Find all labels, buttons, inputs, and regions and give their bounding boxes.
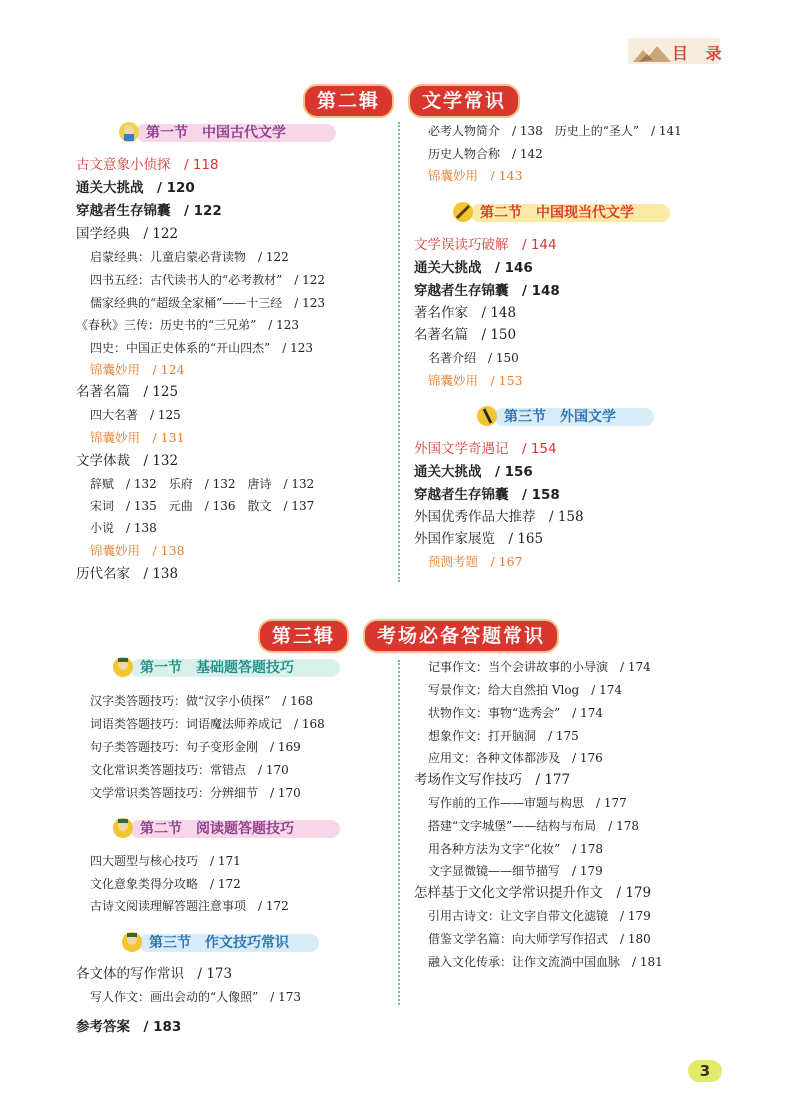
toc-entry[interactable]: 锦囊妙用 / 131: [90, 430, 185, 445]
part3-banner: [258, 619, 559, 653]
section-title: 第一节 基础题答题技巧: [140, 660, 294, 676]
toc-entry[interactable]: 启蒙经典：儿童启蒙必背读物 / 122: [90, 250, 289, 264]
pen-icon: [452, 200, 474, 224]
toc-entry[interactable]: 通关大挑战 / 146: [414, 260, 533, 276]
toc-entry[interactable]: 应用文：各种文体都涉及 / 176: [428, 751, 603, 765]
section-foreign-literature[interactable]: [476, 404, 656, 428]
toc-entry[interactable]: 锦囊妙用 / 138: [90, 543, 185, 558]
toc-entry[interactable]: 古诗文阅读理解答题注意事项 / 172: [90, 899, 289, 913]
page-number: 3: [688, 1060, 722, 1082]
toc-entry[interactable]: 融入文化传承：让作文流淌中国血脉 / 181: [428, 955, 663, 969]
toc-entry[interactable]: 预测考题 / 167: [428, 554, 523, 569]
toc-entry[interactable]: 《春秋》三传：历史书的“三兄弟” / 123: [76, 318, 300, 332]
scholar-icon: [118, 120, 140, 144]
toc-entry[interactable]: 名著名篇 / 125: [76, 384, 179, 400]
part2-banner: [303, 84, 520, 118]
toc-entry[interactable]: 外国文学奇遇记 / 154: [414, 441, 557, 457]
toc-entry[interactable]: 名著名篇 / 150: [414, 327, 517, 343]
toc-entry[interactable]: 穿越者生存锦囊 / 148: [414, 283, 560, 299]
toc-entry[interactable]: 文字显微镜——细节描写 / 179: [428, 864, 603, 878]
toc-entry[interactable]: 文化意象类得分攻略 / 172: [90, 877, 241, 891]
toc-entry[interactable]: 四书五经：古代读书人的“必考教材” / 122: [90, 273, 326, 287]
section-basic-questions[interactable]: [112, 655, 342, 679]
toc-entry[interactable]: 四大名著 / 125: [90, 408, 181, 422]
toc-entry[interactable]: 穿越者生存锦囊 / 122: [76, 203, 222, 219]
section-title: 第三节 外国文学: [504, 409, 616, 425]
toc-entry[interactable]: 搭建“文字城堡”——结构与布局 / 178: [428, 819, 640, 833]
toc-entry[interactable]: 四史：中国正史体系的“开山四杰” / 123: [90, 341, 314, 355]
toc-entry[interactable]: 用各种方法为文字“化妆” / 178: [428, 842, 604, 856]
toc-entry[interactable]: 通关大挑战 / 120: [76, 180, 195, 196]
toc-entry[interactable]: 写景作文：给大自然拍 Vlog / 174: [428, 683, 622, 697]
section-reading-questions[interactable]: [112, 816, 342, 840]
section-writing-skills[interactable]: [121, 930, 321, 954]
toc-entry[interactable]: 历史人物合称 / 142: [428, 147, 543, 161]
toc-entry[interactable]: 想象作文：打开脑洞 / 175: [428, 729, 579, 743]
toc-entry[interactable]: 外国作家展览 / 165: [414, 531, 544, 547]
toc-entry[interactable]: 古文意象小侦探 / 118: [76, 157, 219, 173]
toc-entry[interactable]: 穿越者生存锦囊 / 158: [414, 487, 560, 503]
toc-entry[interactable]: 锦囊妙用 / 153: [428, 373, 523, 388]
quill-icon: [476, 404, 498, 428]
toc-entry[interactable]: 著名作家 / 148: [414, 305, 517, 321]
toc-entry[interactable]: 文学体裁 / 132: [76, 453, 179, 469]
toc-entry[interactable]: 锦囊妙用 / 124: [90, 362, 185, 377]
section-modern-literature[interactable]: [452, 200, 672, 224]
toc-entry[interactable]: 记事作文：当个会讲故事的小导演 / 174: [428, 660, 651, 674]
toc-entry[interactable]: 引用古诗文：让文字自带文化滤镜 / 179: [428, 909, 651, 923]
toc-entry[interactable]: 汉字类答题技巧：做“汉字小侦探” / 168: [90, 694, 314, 708]
student-icon: [112, 816, 134, 840]
toc-title: 目 录: [672, 44, 728, 63]
student-icon: [121, 930, 143, 954]
toc-entry[interactable]: 写作前的工作——审题与构思 / 177: [428, 796, 627, 810]
toc-entry[interactable]: 外国优秀作品大推荐 / 158: [414, 509, 584, 525]
column-divider: [398, 660, 400, 1005]
toc-entry[interactable]: 状物作文：事物“选秀会” / 174: [428, 706, 604, 720]
mountain-icon: [633, 44, 671, 62]
part3-number: 第三辑: [258, 619, 349, 653]
toc-entry[interactable]: 国学经典 / 122: [76, 226, 179, 242]
section-title: 第三节 作文技巧常识: [149, 935, 289, 951]
toc-entry[interactable]: 词语类答题技巧：词语魔法师养成记 / 168: [90, 717, 325, 731]
toc-entry[interactable]: 句子类答题技巧：句子变形金刚 / 169: [90, 740, 301, 754]
toc-entry[interactable]: 小说 / 138: [90, 521, 157, 535]
toc-entry[interactable]: 文学常识类答题技巧：分辨细节 / 170: [90, 786, 301, 800]
toc-entry[interactable]: 文化常识类答题技巧：常错点 / 170: [90, 763, 289, 777]
toc-entry[interactable]: 各文体的写作常识 / 173: [76, 966, 233, 982]
section-title: 第一节 中国古代文学: [146, 125, 286, 141]
toc-entry[interactable]: 历代名家 / 138: [76, 566, 179, 582]
answer-key-entry[interactable]: 参考答案 / 183: [76, 1019, 182, 1035]
toc-entry[interactable]: 写人作文：画出会动的“人像照” / 173: [90, 990, 302, 1004]
section-title: 第二节 中国现当代文学: [480, 205, 634, 221]
toc-entry[interactable]: 锦囊妙用 / 143: [428, 168, 523, 183]
toc-entry[interactable]: 名著介绍 / 150: [428, 351, 519, 365]
section-ancient-literature[interactable]: [118, 120, 338, 144]
part2-title: 文学常识: [408, 84, 520, 118]
toc-entry[interactable]: 考场作文写作技巧 / 177: [414, 772, 571, 788]
toc-entry[interactable]: 四大题型与核心技巧 / 171: [90, 854, 241, 868]
toc-entry[interactable]: 怎样基于文化文学常识提升作文 / 179: [414, 885, 652, 901]
toc-entry[interactable]: 必考人物简介 / 138 历史上的“圣人” / 141: [428, 124, 682, 138]
part2-number: 第二辑: [303, 84, 394, 118]
toc-entry[interactable]: 文学误读巧破解 / 144: [414, 237, 557, 253]
toc-entry[interactable]: 宋词 / 135 元曲 / 136 散文 / 137: [90, 499, 315, 513]
student-icon: [112, 655, 134, 679]
column-divider: [398, 122, 400, 582]
toc-entry[interactable]: 通关大挑战 / 156: [414, 464, 533, 480]
toc-entry[interactable]: 借鉴文学名篇：向大师学写作招式 / 180: [428, 932, 651, 946]
toc-entry[interactable]: 儒家经典的“超级全家桶”——十三经 / 123: [90, 296, 326, 310]
section-title: 第二节 阅读题答题技巧: [140, 821, 294, 837]
toc-entry[interactable]: 辞赋 / 132 乐府 / 132 唐诗 / 132: [90, 477, 315, 491]
part3-title: 考场必备答题常识: [363, 619, 559, 653]
